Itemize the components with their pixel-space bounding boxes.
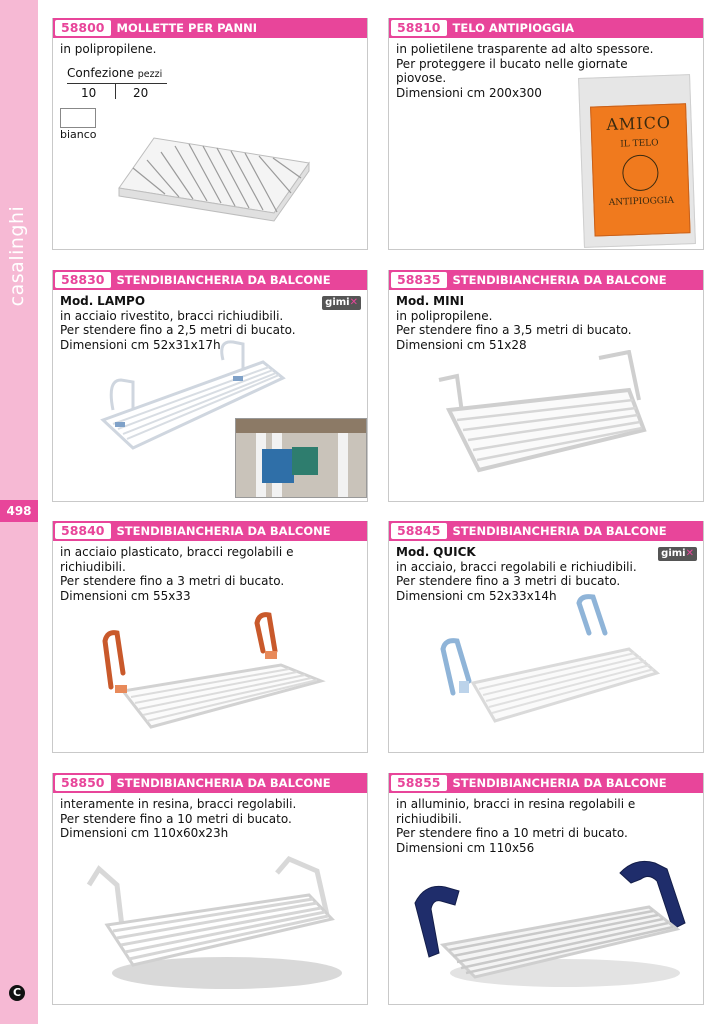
product-code: 58810: [391, 20, 447, 36]
usage-photo: [235, 418, 367, 498]
desc-line: piovose.: [396, 71, 447, 85]
package-label: Confezione: [67, 66, 134, 80]
model-name: MINI: [433, 294, 465, 308]
color-swatch: [60, 108, 96, 128]
card-header: [53, 773, 367, 793]
product-title: STENDIBIANCHERIA DA BALCONE: [116, 524, 331, 538]
product-code: 58800: [55, 20, 111, 36]
product-description: [60, 545, 360, 603]
card-header: [389, 773, 703, 793]
desc-line: Per stendere fino a 2,5 metri di bucato.: [60, 323, 296, 337]
desc-line: Dimensioni cm 52x33x14h: [396, 588, 557, 603]
model-name: QUICK: [433, 545, 476, 559]
clothespins-icon: [109, 118, 319, 228]
section-label: casalinghi: [6, 205, 28, 307]
balcony-dryer-icon: [93, 611, 333, 741]
card-header: [389, 270, 703, 290]
package-label-area: [590, 103, 690, 236]
desc-line: Dimensioni cm 110x56: [396, 840, 535, 855]
desc-line: Dimensioni cm 51x28: [396, 337, 527, 352]
product-description: [396, 42, 696, 100]
balcony-dryer-icon: [77, 855, 347, 995]
page-number: 498: [0, 500, 38, 522]
desc-line: Per proteggere il bucato nelle giornate: [396, 56, 628, 71]
product-card-58845: [388, 521, 704, 753]
desc-line: Per stendere fino a 10 metri di bucato.: [60, 811, 292, 826]
model-prefix: Mod.: [396, 545, 430, 559]
brand-name: gimi: [661, 548, 686, 559]
desc-line: in acciaio, bracci regolabili e richiudibili.: [396, 559, 637, 574]
product-card-58800: [52, 18, 368, 250]
product-card-58810: [388, 18, 704, 250]
product-title: STENDIBIANCHERIA DA BALCONE: [116, 776, 331, 790]
desc-line: in acciaio plasticato, bracci regolabili e richiudibili.: [60, 545, 294, 574]
package-qty: 10: [81, 86, 97, 100]
product-code: 58855: [391, 775, 447, 791]
brand-logo: gimi✕: [322, 296, 361, 310]
brand-logo: gimi✕: [658, 547, 697, 561]
package-unit: pezzi: [137, 69, 163, 80]
product-card-58830: [52, 270, 368, 502]
towel-blue: [262, 449, 294, 483]
desc-line: in polietilene trasparente ad alto spessore.: [396, 42, 654, 56]
product-title: STENDIBIANCHERIA DA BALCONE: [452, 524, 667, 538]
desc-line: Per stendere fino a 3,5 metri di bucato.: [396, 323, 632, 337]
color-label: bianco: [60, 128, 97, 141]
towel-green: [292, 447, 318, 475]
radiator-fin: [338, 433, 348, 497]
model-prefix: Mod.: [60, 294, 94, 308]
balcony-dryer-icon: [405, 853, 695, 998]
product-description: [60, 294, 360, 352]
card-header: [53, 521, 367, 541]
card-header: [53, 18, 367, 38]
product-code: 58840: [55, 523, 111, 539]
desc-line: Per stendere fino a 10 metri di bucato.: [396, 826, 628, 840]
desc-line: Per stendere fino a 3 metri di bucato.: [60, 574, 285, 588]
desc-line: Per stendere fino a 3 metri di bucato.: [396, 574, 621, 588]
package-brand: AMICO: [606, 112, 672, 135]
rain-cover-package-icon: [578, 74, 696, 248]
product-code: 58845: [391, 523, 447, 539]
package-column-divider: [115, 83, 116, 99]
desc-line: Dimensioni cm 55x33: [60, 588, 191, 603]
card-header: [53, 270, 367, 290]
brand-name: gimi: [325, 297, 350, 308]
product-description: [396, 797, 696, 855]
desc-line: Dimensioni cm 200x300: [396, 85, 542, 100]
balcony-dryer-icon: [429, 593, 669, 733]
product-title: STENDIBIANCHERIA DA BALCONE: [452, 273, 667, 287]
product-description: [60, 42, 360, 57]
package-divider: [67, 83, 167, 84]
product-code: 58850: [55, 775, 111, 791]
product-description: [396, 545, 696, 603]
product-title: STENDIBIANCHERIA DA BALCONE: [116, 273, 331, 287]
desc-line: interamente in resina, bracci regolabili.: [60, 797, 297, 811]
package-header: [67, 66, 162, 80]
product-description: [396, 294, 696, 352]
desc-line: Dimensioni cm 110x60x23h: [60, 826, 229, 840]
package-line: ANTIPIOGGIA: [608, 195, 675, 209]
card-header: [389, 521, 703, 541]
c-logo-icon: C: [9, 985, 25, 1001]
package-qty: 20: [133, 86, 149, 100]
card-header: [389, 18, 703, 38]
desc-line: Dimensioni cm 52x31x17h: [60, 337, 221, 352]
product-card-58840: [52, 521, 368, 753]
product-code: 58830: [55, 272, 111, 288]
balcony-dryer-icon: [429, 350, 659, 490]
product-title: TELO ANTIPIOGGIA: [452, 21, 575, 35]
photo-shelf: [236, 419, 366, 433]
product-description: [60, 797, 360, 841]
desc-line: in alluminio, bracci in resina regolabili e richiudibili.: [396, 797, 636, 826]
package-line: IL TELO: [620, 138, 659, 150]
model-name: LAMPO: [97, 294, 146, 308]
product-card-58850: [52, 773, 368, 1005]
product-code: 58835: [391, 272, 447, 288]
sidebar: [0, 0, 38, 1024]
product-title: MOLLETTE PER PANNI: [116, 21, 257, 35]
umbrella-icon: [622, 154, 659, 191]
product-card-58855: [388, 773, 704, 1005]
model-prefix: Mod.: [396, 294, 430, 308]
desc-line: in acciaio rivestito, bracci richiudibili.: [60, 308, 284, 323]
desc-line: in polipropilene.: [60, 42, 157, 56]
product-card-58835: [388, 270, 704, 502]
product-title: STENDIBIANCHERIA DA BALCONE: [452, 776, 667, 790]
desc-line: in polipropilene.: [396, 308, 493, 323]
